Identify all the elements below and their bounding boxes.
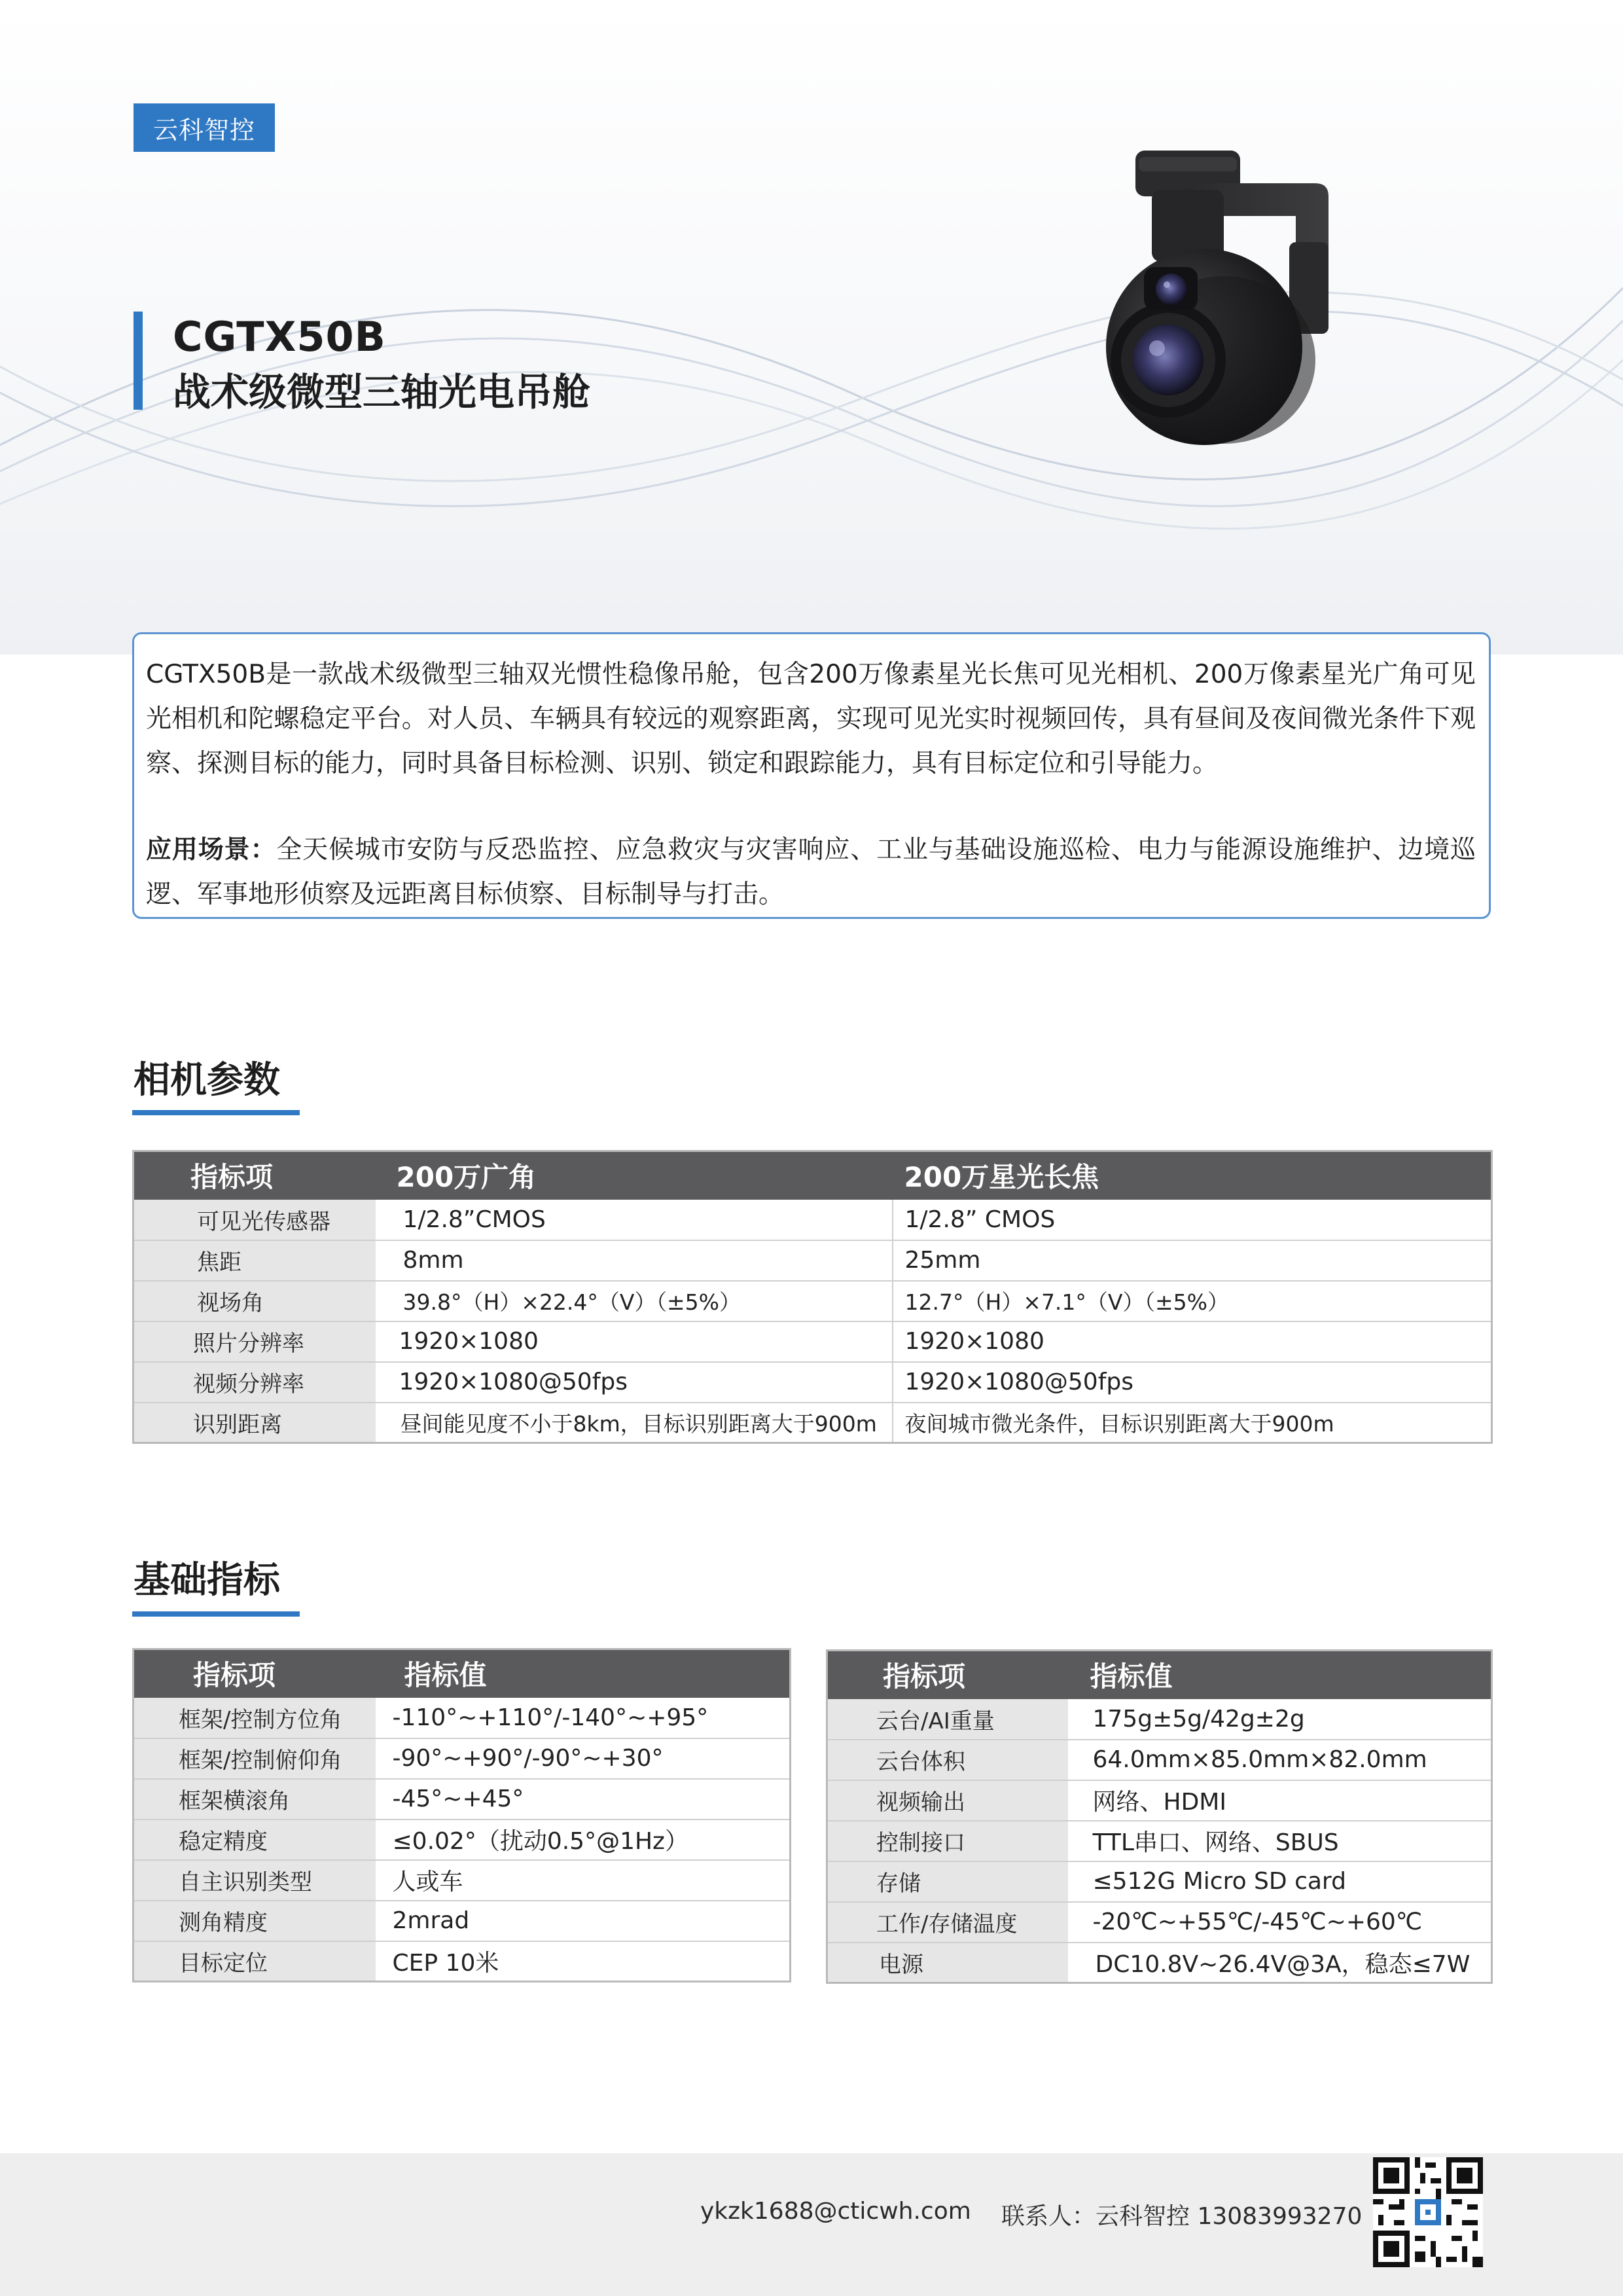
table-header-row (134, 1151, 1492, 1200)
table-row (134, 1403, 1492, 1443)
key-cell: 自主识别类型 (134, 1860, 376, 1901)
value-cell: 1920×1080 (893, 1321, 1492, 1362)
value-cell: 12.7°（H）×7.1°（V）（±5%） (893, 1281, 1492, 1321)
camera-params-table (132, 1150, 1493, 1444)
value-cell: -110°~+110°/-140°~+95° (376, 1698, 791, 1738)
key-cell: 目标定位 (134, 1941, 376, 1982)
value-cell: 昼间能见度不小于8km，目标识别距离大于900m (376, 1403, 893, 1443)
value-cell: 8mm (376, 1240, 893, 1281)
table-row (134, 1779, 791, 1820)
camera-section-underline (132, 1110, 300, 1115)
value-cell: ≤512G Micro SD card (1068, 1861, 1492, 1902)
description-body: CGTX50B是一款战术级微型三轴双光惯性稳像吊舱，包含200万像素星光长焦可见光相机、200万像素星光广角可见光相机和陀螺稳定平台。对人员、车辆具有较远的观察距离，实现可见光实时视频回传，具有昼间及夜间微光条件下观察、探测目标的能力，同时具备目标检测、识别、锁定和跟踪能力，具有目标定位和引导能力。 (146, 660, 1476, 778)
header-cell: 200万星光长焦 (893, 1151, 1492, 1200)
key-cell: 稳定精度 (134, 1820, 376, 1860)
key-cell: 可见光传感器 (134, 1200, 376, 1240)
table-row (134, 1281, 1492, 1321)
application-scenarios (146, 828, 1476, 917)
table-row (827, 1861, 1492, 1902)
value-cell: 25mm (893, 1240, 1492, 1281)
basic-params-table-left (132, 1648, 791, 1982)
key-cell: 云台/AI重量 (827, 1699, 1068, 1740)
value-cell: 1920×1080@50fps (376, 1362, 893, 1403)
key-cell: 工作/存储温度 (827, 1902, 1068, 1943)
key-cell: 测角精度 (134, 1901, 376, 1941)
header-cell: 200万广角 (376, 1151, 893, 1200)
key-cell: 视场角 (134, 1281, 376, 1321)
brand-tag: 云科智控 (134, 103, 275, 152)
value-cell: -20℃~+55℃/-45℃~+60℃ (1068, 1902, 1492, 1943)
qr-code-icon[interactable] (1373, 2157, 1483, 2267)
table-row (134, 1860, 791, 1901)
table-header-row (827, 1651, 1492, 1699)
table-row (134, 1820, 791, 1860)
header-cell: 指标项 (827, 1651, 1068, 1699)
table-row (134, 1941, 791, 1982)
table-row (827, 1740, 1492, 1780)
key-cell: 照片分辨率 (134, 1321, 376, 1362)
key-cell: 电源 (827, 1943, 1068, 1983)
header-cell: 指标值 (376, 1649, 791, 1698)
basic-section-title: 基础指标 (134, 1559, 280, 1602)
value-cell: 2mrad (376, 1901, 791, 1941)
table-header-row (134, 1649, 791, 1698)
table-row (134, 1200, 1492, 1240)
value-cell: -90°~+90°/-90°~+30° (376, 1738, 791, 1779)
value-cell: 39.8°（H）×22.4°（V）（±5%） (376, 1281, 893, 1321)
footer-email-link[interactable]: ykzk1688@cticwh.com (700, 2198, 971, 2225)
key-cell: 视频输出 (827, 1780, 1068, 1821)
decorative-waves (0, 196, 1623, 655)
key-cell: 存储 (827, 1861, 1068, 1902)
key-cell: 框架横滚角 (134, 1779, 376, 1820)
table-row (134, 1240, 1492, 1281)
value-cell: DC10.8V~26.4V@3A，稳态≤7W (1095, 1950, 1471, 1978)
value-cell: 1/2.8” CMOS (893, 1200, 1492, 1240)
header-cell: 指标值 (1068, 1651, 1492, 1699)
value-cell: 64.0mm×85.0mm×82.0mm (1068, 1740, 1492, 1780)
table-row (827, 1699, 1492, 1740)
header-cell: 指标项 (134, 1151, 376, 1200)
key-cell: 焦距 (134, 1240, 376, 1281)
table-row (134, 1901, 791, 1941)
application-label: 应用场景： (146, 835, 277, 865)
key-cell: 控制接口 (827, 1821, 1068, 1861)
value-cell: TTL串口、网络、SBUS (1068, 1821, 1492, 1861)
key-cell: 云台体积 (827, 1740, 1068, 1780)
header-cell: 指标项 (134, 1649, 376, 1698)
table-row (134, 1362, 1492, 1403)
basic-params-table-right (826, 1649, 1493, 1984)
value-cell: CEP 10米 (392, 1949, 499, 1977)
value-cell: 1920×1080 (376, 1321, 893, 1362)
product-subtitle: 战术级微型三轴光电吊舱 (173, 370, 591, 414)
key-cell: 框架/控制俯仰角 (134, 1738, 376, 1779)
table-row (827, 1943, 1492, 1983)
value-cell: ≤0.02°（扰动0.5°@1Hz） (376, 1820, 791, 1860)
value-cell: 1920×1080@50fps (893, 1362, 1492, 1403)
value-cell: 175g±5g/42g±2g (1068, 1699, 1492, 1740)
key-cell: 识别距离 (134, 1403, 376, 1443)
value-cell: 1/2.8”CMOS (376, 1200, 893, 1240)
key-cell: 框架/控制方位角 (134, 1698, 376, 1738)
footer-contact: 联系人：云科智控 13083993270 (1001, 2203, 1363, 2230)
product-model: CGTX50B (173, 313, 386, 361)
table-row (827, 1821, 1492, 1861)
key-cell: 视频分辨率 (134, 1362, 376, 1403)
description-card (132, 632, 1491, 919)
table-row (134, 1738, 791, 1779)
value-cell: 夜间城市微光条件，目标识别距离大于900m (904, 1410, 1334, 1437)
basic-section-underline (132, 1611, 300, 1617)
table-row (134, 1321, 1492, 1362)
value-cell: 人或车 (376, 1860, 791, 1901)
camera-section-title: 相机参数 (134, 1059, 280, 1102)
application-text: 全天候城市安防与反恐监控、应急救灾与灾害响应、工业与基础设施巡检、电力与能源设施维护、边境巡逻、军事地形侦察及远距离目标侦察、目标制导与打击。 (146, 835, 1476, 909)
table-row (827, 1780, 1492, 1821)
table-row (134, 1698, 791, 1738)
gimbal-camera-image (1054, 144, 1361, 452)
table-row (827, 1902, 1492, 1943)
value-cell: -45°~+45° (376, 1779, 791, 1820)
title-accent-bar (134, 312, 143, 410)
value-cell: 网络、HDMI (1068, 1780, 1492, 1821)
